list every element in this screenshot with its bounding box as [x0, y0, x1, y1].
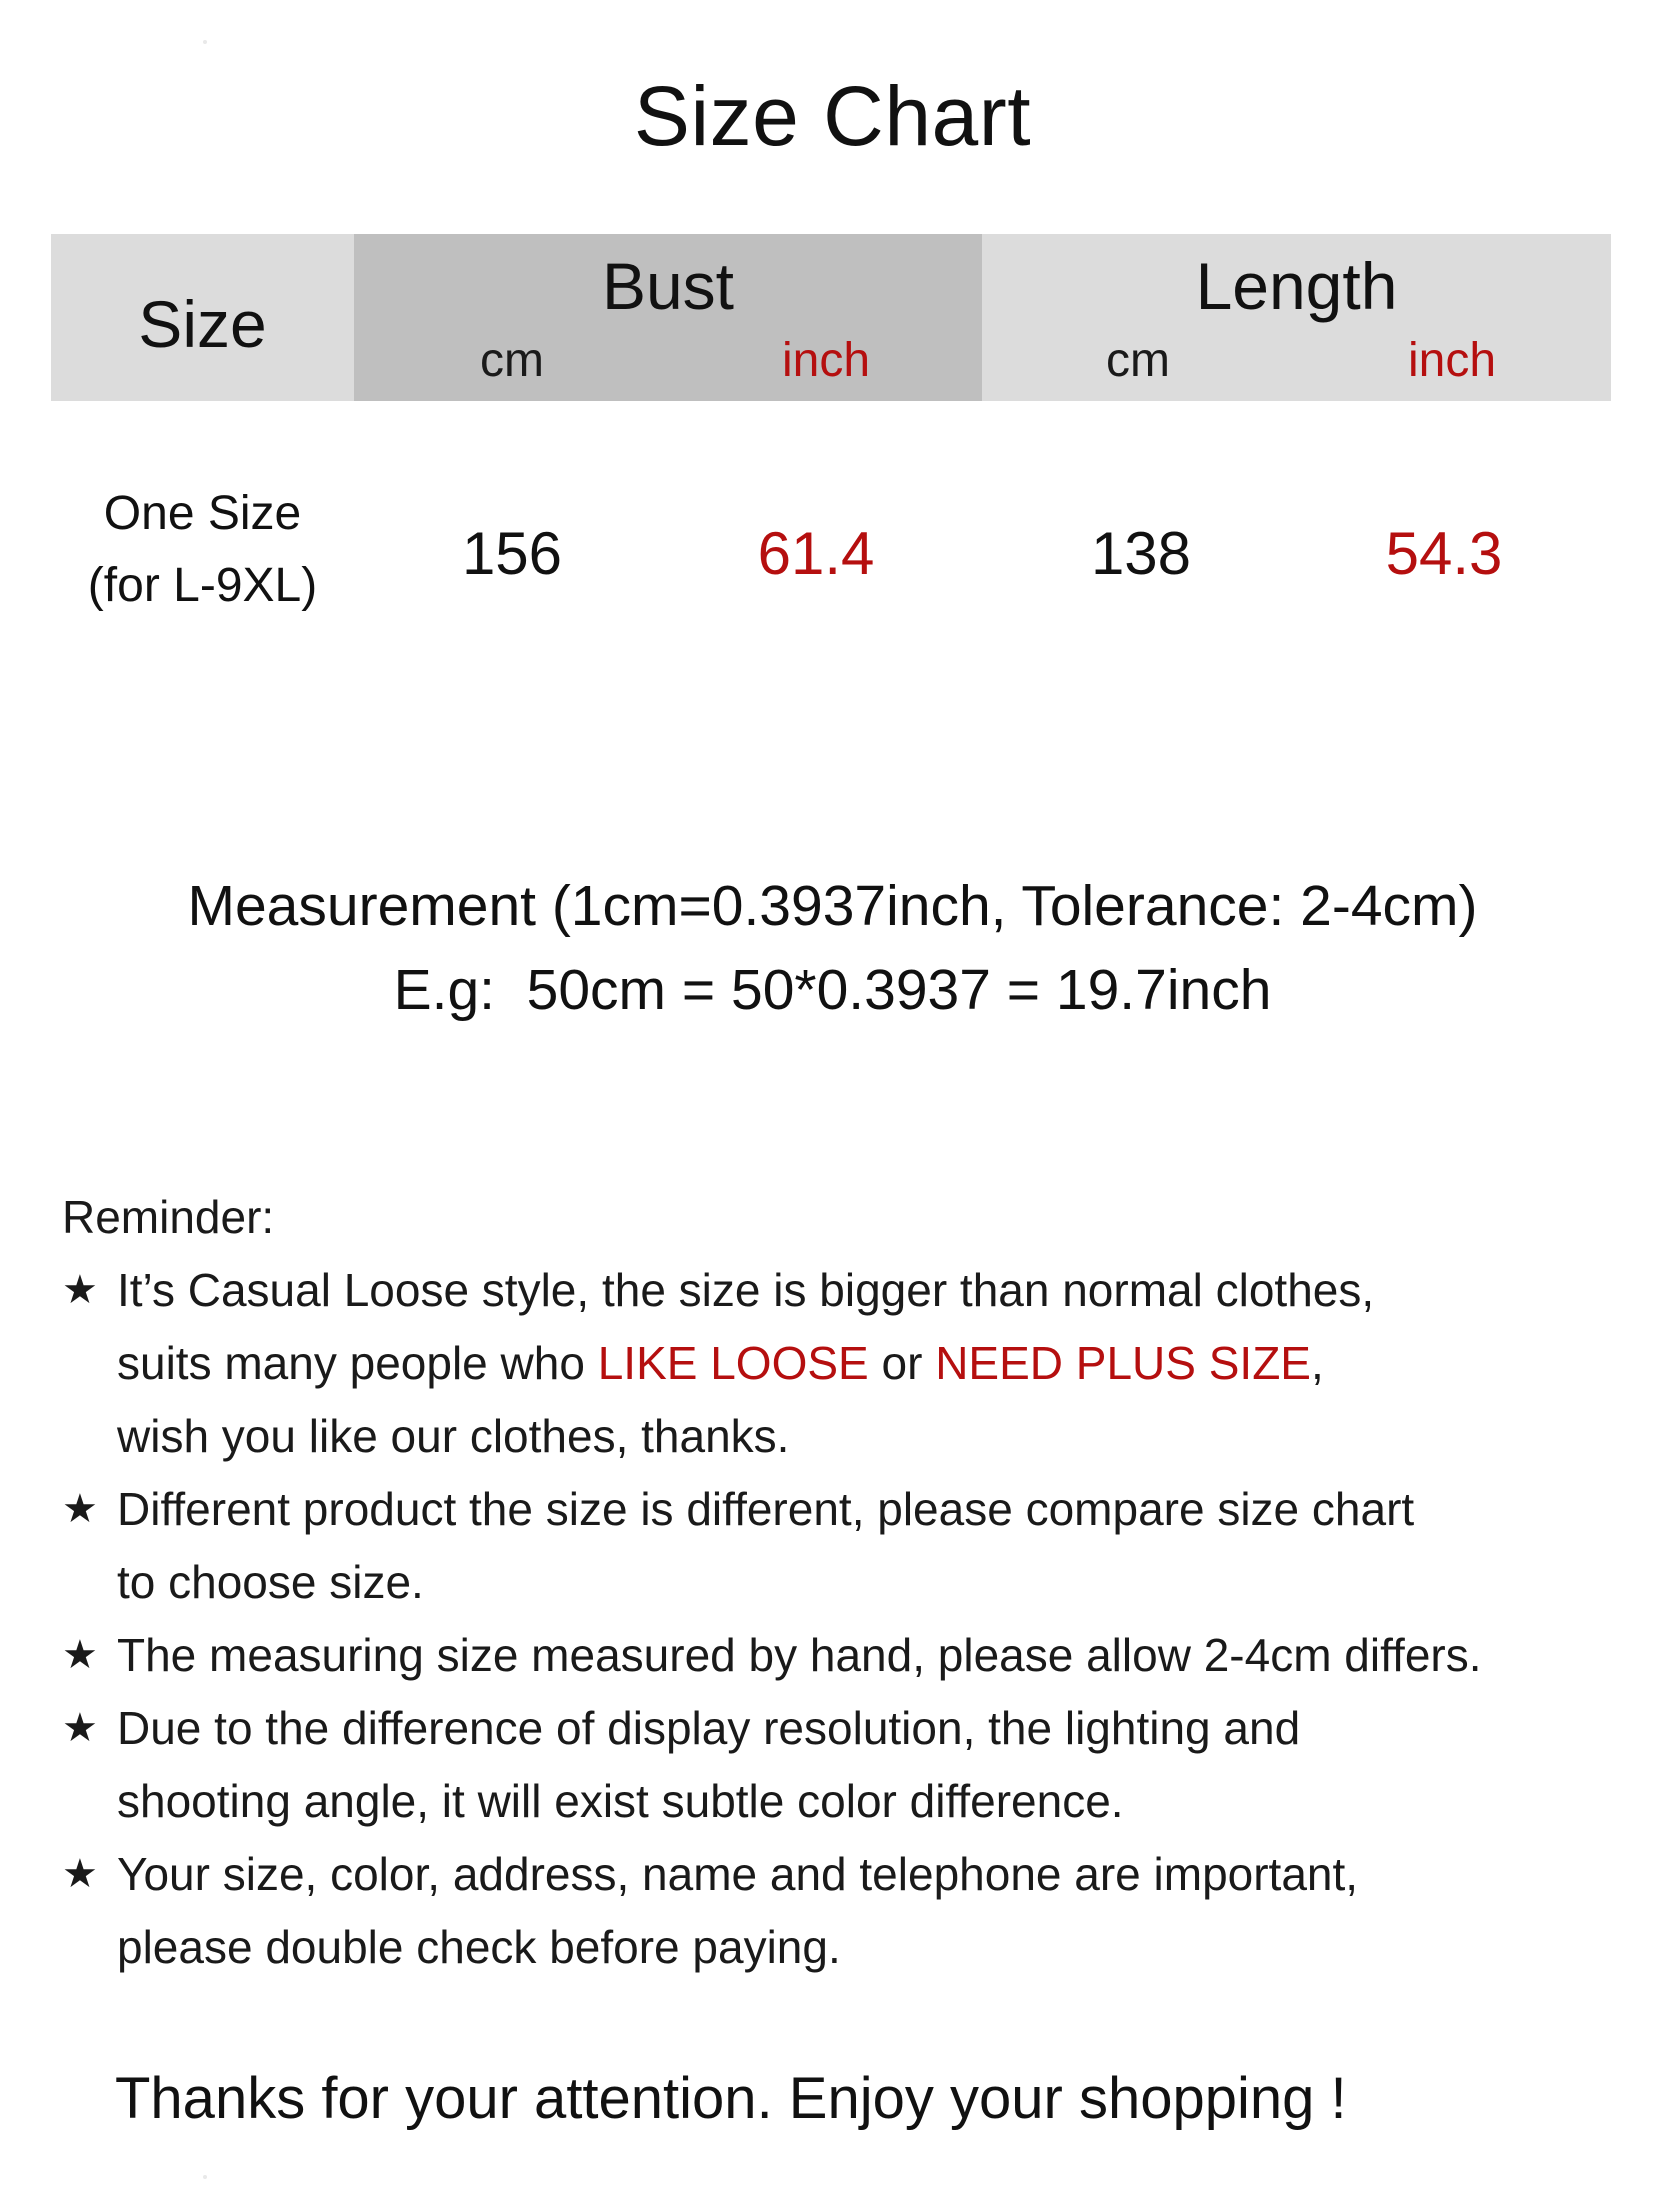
- reminder-item: [62, 1692, 1642, 1838]
- reminder-text: The measuring size measured by hand, please allow 2-4cm differs.: [117, 1629, 1482, 1681]
- row-size-line2: (for L-9XL): [87, 559, 318, 612]
- reminder-item: [62, 1838, 1642, 1984]
- page-title: Size Chart: [633, 69, 1032, 163]
- reminder-item: [62, 1619, 1642, 1692]
- bust-unit-cm: cm: [480, 334, 544, 387]
- length-header-cell: [982, 234, 1611, 401]
- thanks-message: Thanks for your attention. Enjoy your shopping !: [115, 2066, 1347, 2131]
- star-icon: ★: [62, 1705, 98, 1751]
- highlight-need-plus-size: NEED PLUS SIZE: [935, 1337, 1311, 1389]
- bust-header-cell: [354, 234, 982, 401]
- reminder-text-segment: ,: [1310, 1337, 1324, 1389]
- reminder-text: It’s Casual Loose style, the size is bigger than normal clothes,: [117, 1264, 1375, 1316]
- length-header-label: Length: [1195, 249, 1398, 323]
- faint-dot-bottom: [203, 2175, 207, 2179]
- reminder-text: to choose size.: [117, 1556, 424, 1608]
- length-inch-value: 54.3: [1385, 520, 1503, 587]
- reminder-text: [117, 1327, 1642, 1400]
- star-icon: ★: [62, 1851, 98, 1897]
- measurement-note: Measurement (1cm=0.3937inch, Tolerance: 2-4cm): [187, 874, 1478, 938]
- reminder-title: Reminder:: [62, 1191, 275, 1243]
- reminder-text-segment: or: [868, 1337, 936, 1389]
- size-header-label: Size: [138, 287, 267, 361]
- star-icon: ★: [62, 1486, 98, 1532]
- reminder-text: Your size, color, address, name and telephone are important,: [117, 1848, 1359, 1900]
- length-unit-cm: cm: [1106, 334, 1170, 387]
- length-unit-inch: inch: [1407, 334, 1497, 387]
- reminder-text-segment: suits many people who: [117, 1337, 598, 1389]
- faint-dot-top: [203, 40, 207, 44]
- star-icon: ★: [62, 1267, 98, 1313]
- star-icon: ★: [62, 1632, 98, 1678]
- length-cm-value: 138: [1090, 520, 1192, 587]
- highlight-like-loose: LIKE LOOSE: [597, 1337, 869, 1389]
- reminder-text: Different product the size is different, please compare size chart: [117, 1483, 1415, 1535]
- bust-cm-value: 156: [461, 520, 563, 587]
- bust-inch-value: 61.4: [757, 520, 875, 587]
- reminder-text: wish you like our clothes, thanks.: [117, 1410, 790, 1462]
- reminder-item: [62, 1473, 1642, 1619]
- bust-unit-inch: inch: [781, 334, 871, 387]
- reminder-text: shooting angle, it will exist subtle color difference.: [117, 1775, 1124, 1827]
- measurement-example: E.g: 50cm = 50*0.3937 = 19.7inch: [393, 958, 1272, 1022]
- reminder-section: [62, 1181, 1642, 1984]
- reminder-item: [62, 1254, 1642, 1473]
- size-header-cell: [51, 234, 354, 401]
- reminder-text: Due to the difference of display resolution, the lighting and: [117, 1702, 1301, 1754]
- row-size-line1: One Size: [103, 487, 302, 540]
- row-size-label: [51, 484, 354, 616]
- reminder-text: please double check before paying.: [117, 1921, 841, 1973]
- bust-header-label: Bust: [601, 249, 735, 323]
